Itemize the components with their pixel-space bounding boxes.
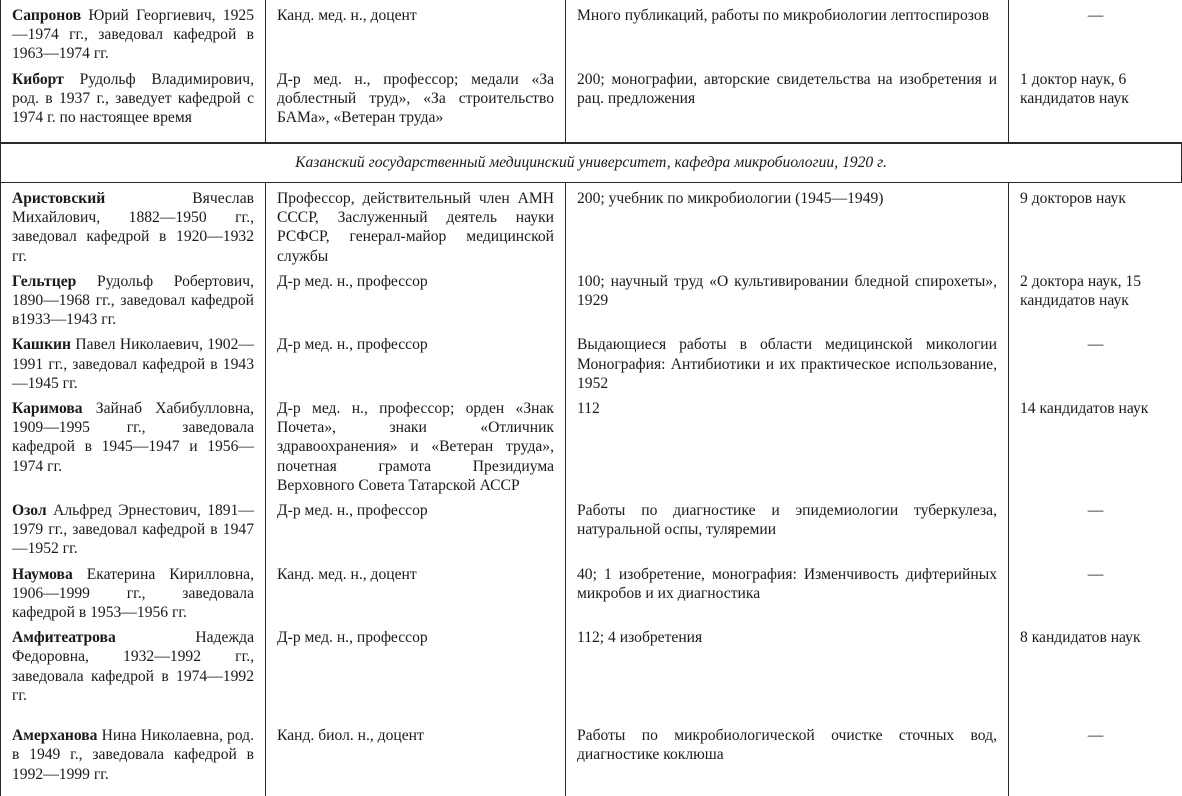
person-bio: Нина Николаевна, род. в 1949 г., заведовала кафедрой в 1992—1999 гг. [12,727,254,782]
person-bio: Юрий Георгиевич, 1925—1974 гг., заведовал кафедрой в 1963—1974 гг. [12,7,254,62]
students-cell: 9 докторов наук [1009,183,1182,266]
table-row [1,393,1182,495]
table-row [1,495,1182,559]
person-cell [1,393,266,495]
person-bio: Альфред Эрнестович, 1891—1979 гг., заведовал кафедрой в 1947—1952 гг. [12,502,254,557]
degree-cell: Д-р мед. н., профессор [266,329,566,393]
table-row [1,0,1182,64]
degree-cell: Профессор, действительный член АМН СССР, Заслуженный деятель науки РСФСР, генерал-майор медицинской службы [266,183,566,266]
works-cell: Много публикаций, работы по микробиологии лептоспирозов [566,0,1009,64]
works-cell: 112 [566,393,1009,495]
students-cell [1009,0,1182,64]
table-row [1,266,1182,330]
person-bio: Надежда Федоровна, 1932—1992 гг., заведовала кафедрой в 1974—1992 гг. [12,629,254,704]
person-bio: Вячеслав Михайлович, 1882—1950 гг., заведовал кафедрой в 1920—1932 гг. [12,190,254,265]
person-name: Аристовский [12,190,105,207]
person-cell [1,622,266,720]
person-name: Наумова [12,566,73,583]
person-name: Озол [12,502,47,519]
dash-mark: — [1020,6,1171,25]
table-row [1,329,1182,393]
works-cell: Работы по диагностике и эпидемиологии туберкулеза, натуральной оспы, туляремии [566,495,1009,559]
section-header [0,142,1182,182]
dash-mark: — [1020,501,1171,520]
person-name: Сапронов [12,7,81,24]
person-cell [1,495,266,559]
works-cell: Выдающиеся работы в области медицинской микологии Монография: Антибиотики и их практическое использование, 1952 [566,329,1009,393]
students-cell: 14 кандидатов наук [1009,393,1182,495]
table-row [1,559,1182,623]
degree-cell: Д-р мед. н., профессор; орден «Знак Почета», знаки «Отличник здравоохранения» и «Ветеран труда», почетная грамота Президиума Верховного Совета Татарской АССР [266,393,566,495]
person-cell [1,266,266,330]
students-cell: 8 кандидатов наук [1009,622,1182,720]
degree-cell: Д-р мед. н., профессор [266,622,566,720]
degree-cell: Канд. мед. н., доцент [266,0,566,64]
person-cell [1,329,266,393]
works-cell: 200; учебник по микробиологии (1945—1949) [566,183,1009,266]
students-cell: 2 доктора наук, 15 кандидатов наук [1009,266,1182,330]
degree-cell: Д-р мед. н., профессор; медали «За доблестный труд», «За строительство БАМа», «Ветеран труда» [266,64,566,144]
table-row [1,720,1182,796]
students-cell [1009,495,1182,559]
table-block-top [0,0,1182,144]
person-bio: Екатерина Кирилловна, 1906—1999 гг., заведовала кафедрой в 1953—1956 гг. [12,566,254,621]
person-name: Амерханова [12,727,97,744]
students-cell: 1 доктор наук, 6 кандидатов наук [1009,64,1182,144]
table-row [1,64,1182,144]
person-cell [1,183,266,266]
works-cell: 100; научный труд «О культивировании бледной спирохеты», 1929 [566,266,1009,330]
works-cell: 200; монографии, авторские свидетельства на изобретения и рац. предложения [566,64,1009,144]
degree-cell: Д-р мед. н., профессор [266,266,566,330]
person-name: Каримова [12,400,83,417]
degree-cell: Канд. биол. н., доцент [266,720,566,796]
person-cell [1,0,266,64]
person-name: Кашкин [12,336,71,353]
person-cell [1,64,266,144]
degree-cell: Д-р мед. н., профессор [266,495,566,559]
table-block-bottom [0,182,1182,796]
table-row [1,183,1182,266]
person-name: Киборт [12,71,64,88]
dash-mark: — [1020,726,1171,745]
students-cell [1009,559,1182,623]
section-header-text: Казанский государственный медицинский университет, кафедра микробиологии, 1920 г. [1,143,1181,172]
works-cell: 112; 4 изобретения [566,622,1009,720]
person-bio: Павел Николаевич, 1902—1991 гг., заведовал кафедрой в 1943—1945 гг. [12,336,254,391]
students-cell [1009,329,1182,393]
person-cell [1,720,266,796]
person-name: Гельтцер [12,273,76,290]
dash-mark: — [1020,335,1171,354]
table-row [1,622,1182,720]
person-cell [1,559,266,623]
person-bio: Зайнаб Хабибулловна, 1909—1995 гг., заведовала кафедрой в 1945—1947 и 1956—1974 гг. [12,400,254,475]
person-bio: Рудольф Робертович, 1890—1968 гг., заведовал кафедрой в1933—1943 гг. [12,273,254,328]
dash-mark: — [1020,565,1171,584]
degree-cell: Канд. мед. н., доцент [266,559,566,623]
works-cell: 40; 1 изобретение, монография: Изменчивость дифтерийных микробов и их диагностика [566,559,1009,623]
works-cell: Работы по микробиологической очистке сточных вод, диагностике коклюша [566,720,1009,796]
person-name: Амфитеатрова [12,629,116,646]
person-bio: Рудольф Владимирович, род. в 1937 г., заведует кафедрой с 1974 г. по настоящее время [12,71,254,126]
students-cell [1009,720,1182,796]
